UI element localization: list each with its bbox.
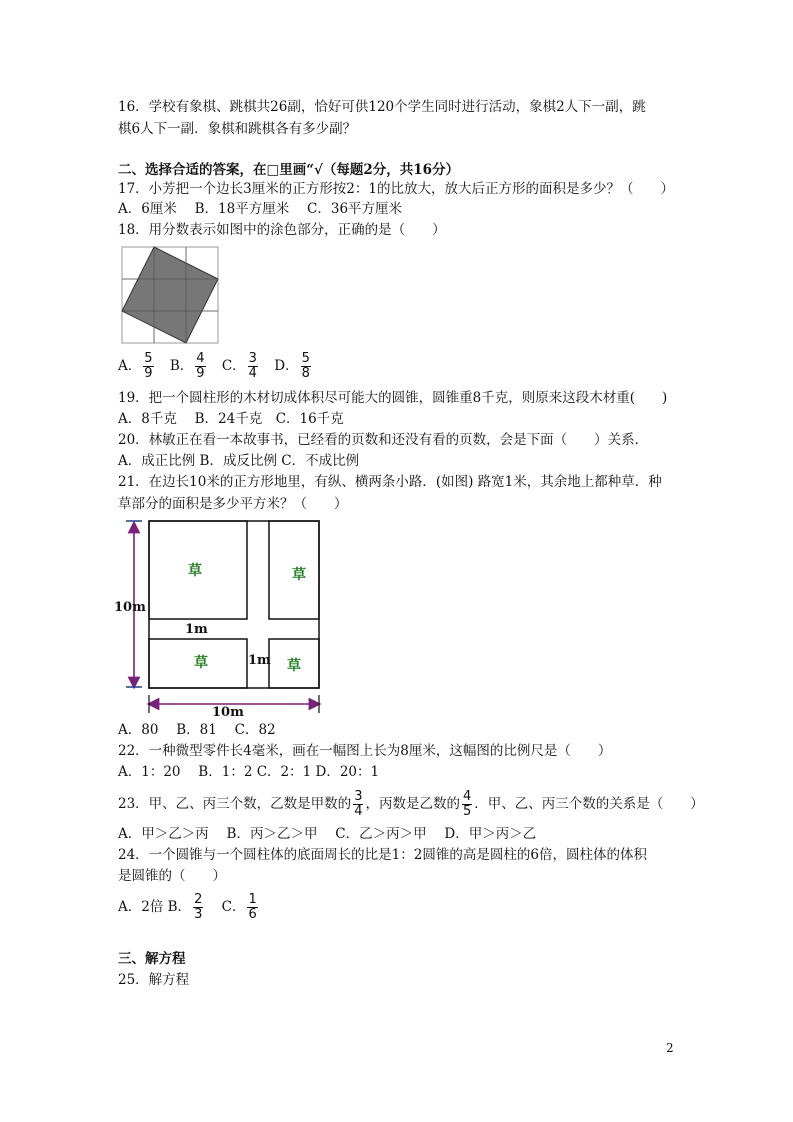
q18-opt-b: B． (169, 358, 194, 374)
q23-part2: ，丙数是乙数的 (365, 796, 460, 812)
q22-stem: 22．一种微型零件长4毫米，画在一幅图上长为8厘米，这幅图的比例尺是（ ） (118, 743, 612, 759)
q21-options: A．80 B．81 C．82 (118, 722, 276, 738)
bottom-length-label: 10m (212, 705, 244, 718)
q18-frac-c: $\frac{3}{4}$ (248, 351, 257, 381)
q24-line2: 是圆锥的（ ） (118, 868, 226, 884)
q24-frac-b: $\frac{2}{3}$ (194, 892, 203, 922)
q20-stem: 20．林敏正在看一本故事书，已经看的页数和还没有看的页数，会是下面（ ）关系． (118, 432, 649, 448)
q18-frac-b: $\frac{4}{9}$ (196, 351, 205, 381)
road-horizontal-label: 1m (185, 622, 208, 637)
q23-stem (118, 790, 704, 819)
q19-options: A．8千克 B．24千克 C．16千克 (118, 411, 344, 427)
q17-options: A．6厘米 B．18平方厘米 C．36平方厘米 (118, 201, 403, 217)
q23-frac1: $\frac{3}{4}$ (354, 789, 363, 819)
grass-label-1: 草 (188, 563, 202, 579)
q16-line2: 棋6人下一副．象棋和跳棋各有多少副？ (118, 121, 357, 137)
q20-options: A．成正比例 B．成反比例 C．不成比例 (118, 453, 360, 469)
q24-options (118, 893, 260, 922)
q24-frac-c: $\frac{1}{6}$ (248, 892, 257, 922)
q18-stem: 18．用分数表示如图中的涂色部分，正确的是（ ） (118, 222, 446, 238)
q21-field-figure (112, 513, 332, 718)
grass-label-4: 草 (287, 658, 301, 674)
q18-grid-figure (120, 245, 220, 345)
q23-frac2: $\frac{4}{5}$ (462, 789, 472, 819)
q18-opt-a: A． (118, 358, 142, 374)
q18-opt-c: C． (221, 358, 246, 374)
q22-options: A．1：20 B．1：2 C．2：1 D．20：1 (118, 764, 380, 780)
q21-line2: 草部分的面积是多少平方米？（ ） (118, 496, 348, 512)
side-length-label: 10m (114, 600, 146, 615)
page-number: 2 (666, 1041, 674, 1055)
q23-options: A．甲＞乙＞丙 B．丙＞乙＞甲 C．乙＞丙＞甲 D．甲＞丙＞乙 (118, 826, 537, 842)
q18-options (118, 352, 313, 381)
q24-line1: 24．一个圆锥与一个圆柱体的底面周长的比是1：2圆锥的高是圆柱的6倍，圆柱体的体积 (118, 847, 647, 863)
grass-label-2: 草 (292, 567, 306, 583)
q24-opt-ab: A．2倍 B． (118, 899, 192, 915)
section2-title: 二、选择合适的答案，在□里画“√（每题2分，共16分） (118, 162, 460, 178)
q18-frac-d: $\frac{5}{8}$ (301, 351, 310, 381)
q18-opt-d: D． (274, 358, 299, 374)
q24-opt-c: C． (221, 899, 246, 915)
q23-part3: ．甲、乙、丙三个数的关系是（ ） (474, 796, 704, 812)
q21-line1: 21．在边长10米的正方形地里，有纵、横两条小路．(如图) 路宽1米，其余地上都种草．种 (118, 474, 662, 490)
q19-stem: 19．把一个圆柱形的木材切成体积尽可能大的圆锥，圆锥重8千克，则原来这段木材重( ) (118, 390, 668, 406)
section3-title: 三、解方程 (118, 951, 186, 967)
q18-frac-a: $\frac{5}{9}$ (144, 351, 153, 381)
grass-label-3: 草 (194, 655, 208, 671)
q23-part1: 23．甲、乙、丙三个数，乙数是甲数的 (118, 796, 352, 812)
q25-stem: 25．解方程 (118, 972, 190, 988)
road-vertical-label: 1m (248, 653, 271, 668)
q16-line1: 16．学校有象棋、跳棋共26副，恰好可供120个学生同时进行活动，象棋2人下一副，跳 (118, 99, 646, 115)
q17-stem: 17．小芳把一个边长3厘米的正方形按2：1的比放大，放大后正方形的面积是多少？（ ） (118, 181, 674, 197)
